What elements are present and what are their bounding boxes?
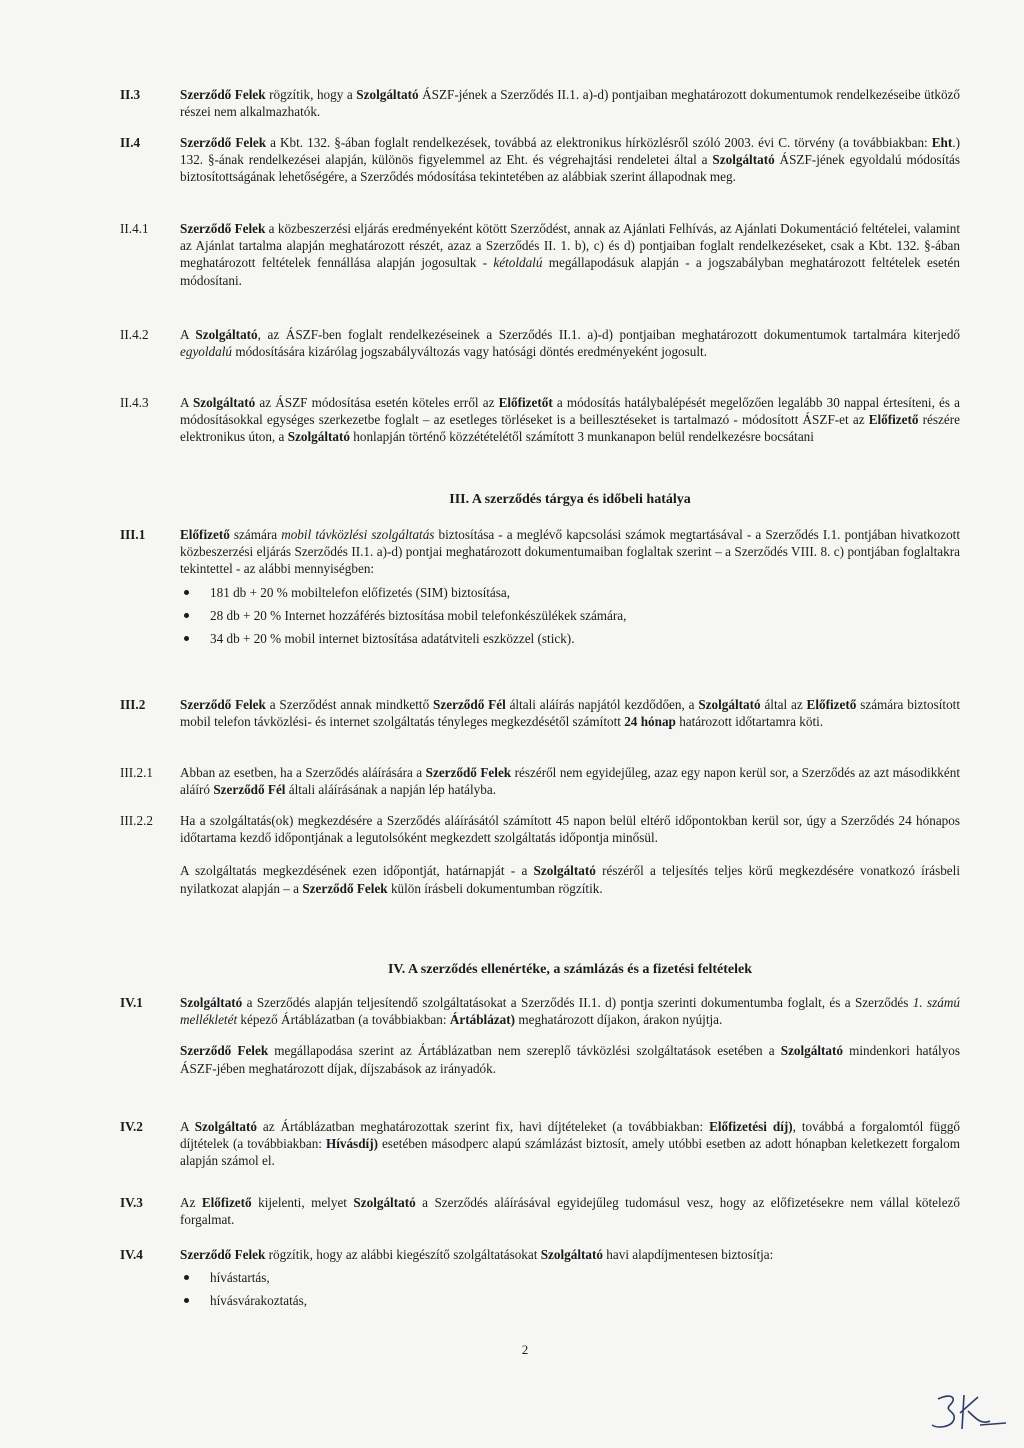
- list-item: 34 db + 20 % mobil internet biztosítása adatátviteli eszközzel (stick).: [180, 630, 960, 647]
- clause-number: III.2.2: [120, 813, 153, 828]
- clause-number: III.1: [120, 527, 146, 542]
- clause-III-2: [120, 696, 960, 730]
- bullet-icon: [184, 613, 189, 618]
- clause-number: II.4.1: [120, 221, 149, 236]
- clause-number: IV.2: [120, 1119, 143, 1134]
- clause-text: Szolgáltató a Szerződés alapján teljesítendő szolgáltatásokat a Szerződés II.1. d) pontja szerinti dokumentumba foglalt, és a Szerződés 1. számú mellékletét képező Ártáblázatban (a továbbiakban: Ártáblázat) meghatározott díjakon, árakon nyújtja. Szerződő Felek megállapodása szerint az Ártáblázatban nem szereplő távközlési szolgáltatások esetében a Szolgáltató mindenkori hatályos ÁSZF-jében meghatározott díjak, díjszabások az irányadók.: [180, 995, 961, 1076]
- clause-text: A Szolgáltató, az ÁSZF-ben foglalt rendelkezéseinek a Szerződés II.1. a)-d) pontjaiban meghatározott dokumentumok tartalmára kiterjedő egyoldalú módosítására kizárólag jogszabályváltozás vagy hatósági döntés eredményeként jogosult.: [180, 327, 961, 360]
- clause-text: Előfizető számára mobil távközlési szolgáltatás biztosítása - a meglévő kapcsolási számok megtartásával - a Szerződés I.1. pontjában hivatkozott közbeszerzési eljárás Szerződés II.1. a)-d) pontjai meghatározott dokumentumaiban foglaltak szerint – a Szerződés VIII. 8. c) pontjában foglaltakra tekintettel - az alábbi mennyiségben: 181 db + 20 % mobiltelefon előfizetés (SIM) biztosítása, 28 db + 20 % Internet hozzáférés biztosítása mobil telefonkészülékek számára, 34 db + 20 % mobil internet biztosítása adatátviteli eszközzel (stick).: [180, 527, 960, 647]
- clause-II-3: [120, 86, 960, 120]
- handwritten-signature: [920, 1385, 1010, 1440]
- clause-number: IV.1: [120, 995, 143, 1010]
- clause-number: II.4.3: [120, 395, 149, 410]
- services-list: [180, 1269, 960, 1309]
- clause-IV-2: [120, 1118, 960, 1170]
- clause-text: A Szolgáltató az ÁSZF módosítása esetén köteles erről az Előfizetőt a módosítás hatálybalépését megelőzően legalább 30 nappal értesíteni, és a módosításokkal egységes szerkezetbe foglalt – az esetleges törléseket is a beillesztéseket is tartalmazó - módosított ÁSZF-et az Előfizető részére elektronikus úton, a Szolgáltató honlapján történő közzétételétől számított 3 munkanapon belül rendelkezésre bocsátani: [180, 395, 961, 445]
- list-item: hívásvárakoztatás,: [180, 1292, 960, 1309]
- list-item: 181 db + 20 % mobiltelefon előfizetés (SIM) biztosítása,: [180, 584, 960, 601]
- clause-number: III.2: [120, 697, 146, 712]
- section-heading-IV: IV. A szerződés ellenértéke, a számlázás és a fizetési feltételek: [387, 962, 752, 977]
- bullet-icon: [184, 590, 189, 595]
- list-item: 28 db + 20 % Internet hozzáférés biztosítása mobil telefonkészülékek számára,: [180, 607, 960, 624]
- clause-number: IV.3: [120, 1195, 143, 1210]
- section-heading-III: III. A szerződés tárgya és időbeli hatálya: [449, 492, 691, 507]
- clause-number: II.4.2: [120, 327, 149, 342]
- clause-II-4-2: [120, 326, 960, 360]
- clause-text: Szerződő Felek a közbeszerzési eljárás eredményeként kötött Szerződést, annak az Ajánlati Felhívás, az Ajánlati Dokumentáció feltételei, valamint az Ajánlat tartalma alapján meghatározott részét, azaz a Szerződés II. 1. b), c) és d) pontjaiban foglalt rendelkezéseket, csak a Kbt. 132. §-ában meghatározott feltételek fennállása alapján jogosultak - kétoldalú megállapodásuk alapján - a jogszabályban meghatározott feltételek esetén módosítani.: [180, 221, 960, 288]
- list-item: hívástartás,: [180, 1269, 960, 1286]
- clause-number: II.4: [120, 135, 141, 150]
- clause-text: Abban az esetben, ha a Szerződés aláírására a Szerződő Felek részéről nem egyidejűleg, azaz egy napon kerül sor, a Szerződés az azt másodikként aláíró Szerződő Fél általi aláírásának a napján lép hatályba.: [180, 765, 961, 798]
- clause-IV-4: [120, 1246, 960, 1316]
- clause-III-2-2: [120, 812, 960, 897]
- clause-text: Szerződő Felek rögzítik, hogy a Szolgáltató ÁSZF-jének a Szerződés II.1. a)-d) pontjaiban meghatározott dokumentumok rendelkezéseibe ütköző részei nem alkalmazhatók.: [180, 87, 961, 120]
- clause-text: Ha a szolgáltatás(ok) megkezdésére a Szerződés aláírásától számított 45 napon belül eltérő időpontokban kerül sor, úgy a Szerződés 24 hónapos időtartama kezdő időpontjának a legutolsóként megkezdett szolgáltatás időpontja minősül. A szolgáltatás megkezdésének ezen időpontját, határnapját - a Szolgáltató részéről a teljesítés teljes körű megkezdésére vonatkozó írásbeli nyilatkozat alapján – a Szerződő Felek külön írásbeli dokumentumban rögzítik.: [180, 813, 960, 896]
- clause-number: IV.4: [120, 1247, 143, 1262]
- bullet-icon: [184, 1275, 189, 1280]
- clause-number: II.3: [120, 87, 141, 102]
- clause-II-4-1: [120, 220, 960, 289]
- clause-text: Szerződő Felek a Kbt. 132. §-ában foglalt rendelkezések, továbbá az elektronikus hírközlésről szóló 2003. évi C. törvény (a továbbiakban: Eht.) 132. §-ának rendelkezései alapján, különös figyelemmel az Eht. és végrehajtási rendeletei által a Szolgáltató ÁSZF-jének egyoldalú módosítás biztosítottságának lehetőségére, a Szerződés módosítása tekintetében az alábbiak szerint állapodnak meg.: [180, 135, 960, 185]
- clause-III-1: [120, 526, 960, 653]
- page-number: 2: [521, 1342, 529, 1357]
- bullet-icon: [184, 636, 189, 641]
- clause-number: III.2.1: [120, 765, 153, 780]
- clause-text: A Szolgáltató az Ártáblázatban meghatározottak szerint fix, havi díjtételeket (a továbbiakban: Előfizetési díj), továbbá a forgalomtól függő díjtételek (a továbbiakban: Hívásdíj) esetében másodperc alapú számlázást biztosít, amely utóbbi esetben az adott hónapban keletkezett forgalom alapján számol el.: [180, 1119, 961, 1169]
- clause-II-4-3: [120, 394, 960, 446]
- bullet-icon: [184, 1298, 189, 1303]
- clause-text: Az Előfizető kijelenti, melyet Szolgáltató a Szerződés aláírásával egyidejűleg tudomásul vesz, hogy az előfizetésekre nem vállal kötelező forgalmat.: [180, 1195, 960, 1228]
- clause-text: Szerződő Felek rögzítik, hogy az alábbi kiegészítő szolgáltatásokat Szolgáltató havi alapdíjmentesen biztosítja: hívástartás, hívásvárakoztatás,: [180, 1246, 960, 1316]
- clause-II-4: [120, 134, 960, 186]
- clause-IV-1: [120, 994, 960, 1077]
- clause-text: Szerződő Felek a Szerződést annak mindkettő Szerződő Fél általi aláírás napjától kezdődően, a Szolgáltató által az Előfizető számára biztosított mobil telefon távközlési- és internet szolgáltatás tényleges megkezdésétől számított 24 hónap határozott időtartamra köti.: [180, 697, 960, 730]
- clause-IV-3: [120, 1194, 960, 1228]
- quantity-list: [180, 584, 960, 648]
- clause-III-2-1: [120, 764, 960, 798]
